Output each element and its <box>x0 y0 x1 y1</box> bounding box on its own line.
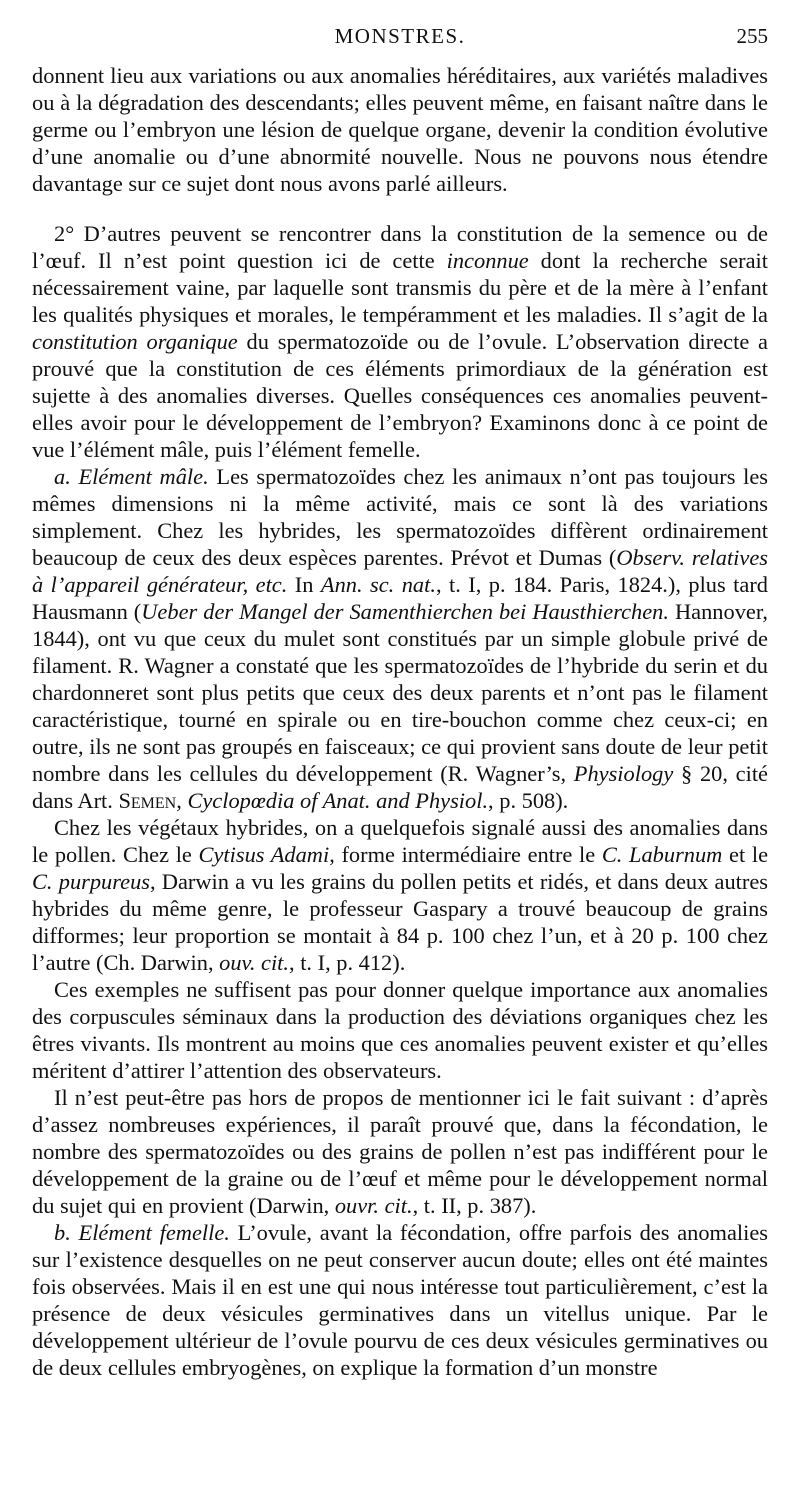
text-run: donnent lieu aux variations ou aux anomalies héréditaires, aux variétés maladives ou à la dégradation des descendants; elles peuvent même, en faisant naître dans le germe ou l’embryon une lésion de quelque organe, devenir la condition évolutive d’une anomalie ou d’une abnormité nouvelle. Nous ne pouvons nous étendre davantage sur ce sujet dont nous avons parlé ailleurs. <box>32 63 768 196</box>
text-run: In <box>287 572 321 597</box>
paragraph-fecondation <box>32 1084 768 1219</box>
text-run: Hannover, 1844), ont vu que ceux du mulet sont constitués par un simple globule privé de filament. R. Wagner a constaté que les spermatozoïdes de l’hybride du serin et du chardonneret sont plus petits que ceux des deux parents et n’ont pas le filament caractéristique, tourné en spirale ou en tire-bouchon comme chez ceux-ci; en outre, ils ne sont pas groupés en faisceaux; ce qui provient sans doute de leur petit nombre dans les cellules du développement (R. Wagner’s, <box>32 599 768 786</box>
paragraph-exemples <box>32 976 768 1084</box>
italic-text: Observ. relatives à l’appareil générateur, etc. <box>32 545 768 597</box>
paragraph-semence-oeuf <box>32 220 768 463</box>
page-number: 255 <box>736 24 768 48</box>
text-run: du spermatozoïde ou de l’ovule. L’observation directe a prouvé que la constitution de ces éléments primordiaux de la génération est sujette à des anomalies diverses. Quelles conséquences ces anomalies peuvent-elles avoir pour le développement de l’embryon? Examinons donc à ce point de vue l’élément mâle, puis l’élément femelle. <box>32 329 768 462</box>
italic-text: C. purpureus <box>32 869 150 894</box>
text-run: Les spermatozoïdes chez les animaux n’ont pas toujours les mêmes dimensions ni la même activité, mais ce sont là des variations simplement. Chez les hybrides, les spermatozoïdes diffèrent ordinairement beaucoup de ceux des deux espèces parentes. Prévot et Dumas ( <box>32 464 768 570</box>
text-run: , t. I, p. 412). <box>289 950 406 975</box>
text-run: 2° D’autres peuvent se rencontrer dans la constitution de la semence ou de l’œuf. Il n’est point question ici de cette <box>32 221 768 273</box>
text-run: , t. I, p. 184. Paris, 1824.), plus tard Hausmann ( <box>32 572 768 624</box>
italic-text: a. Elément mâle. <box>54 464 209 489</box>
text-run: dont la recherche serait nécessairement vaine, par laquelle sont transmis du père et de la mère à l’enfant les qualités physiques et morales, le tempéramment et les maladies. Il s’agit de la <box>32 248 768 327</box>
italic-text: ouv. cit. <box>219 950 289 975</box>
text-run: , <box>176 788 188 813</box>
text-run: , Darwin a vu les grains du pollen petits et ridés, et dans deux autres hybrides du même genre, le professeur Gaspary a trouvé beaucoup de grains difformes; leur proportion se montait à 84 p. 100 chez l’un, et à 20 p. 100 chez l’autre (Ch. Darwin, <box>32 869 769 975</box>
italic-text: Ann. sc. nat. <box>320 572 436 597</box>
text-run: , p. 508). <box>488 788 569 813</box>
italic-text: Cyclopœdia of Anat. and Physiol. <box>187 788 489 813</box>
paragraph-element-male <box>32 463 768 814</box>
italic-text: b. Elément femelle. <box>54 1220 230 1245</box>
italic-text: constitution organique <box>32 329 238 354</box>
text-run: L’ovule, avant la fécondation, offre parfois des anomalies sur l’existence desquelles on ne peut conserver aucun doute; elles ont été maintes fois observées. Mais il en est une qui nous intéresse tout particulièrement, c’est la présence de deux vésicules germinatives dans un vitellus unique. Par le développement ultérieur de l’ovule pourvu de ces deux vésicules germinatives ou de deux cellules embryogènes, on explique la formation d’un monstre <box>32 1220 769 1380</box>
italic-text: Physiology <box>573 761 674 786</box>
text-run: , t. II, p. 387). <box>412 1193 537 1218</box>
italic-text: Cytisus Adami <box>198 842 330 867</box>
text-run: et le <box>722 842 769 867</box>
italic-text: C. Laburnum <box>601 842 723 867</box>
italic-text: ouvr. cit. <box>334 1193 413 1218</box>
text-run: Il n’est peut-être pas hors de propos de mentionner ici le fait suivant : d’après d’assez nombreuses expériences, il paraît prouvé que, dans la fécondation, le nombre des spermatozoïdes ou des grains de pollen n’est pas indifférent pour le développement de la graine ou de l’œuf et même pour le développement normal du sujet qui en provient (Darwin, <box>32 1085 768 1218</box>
running-title: MONSTRES. <box>334 24 466 48</box>
text-run: Ces exemples ne suffisent pas pour donner quelque importance aux anomalies des corpuscules séminaux dans la production des déviations organiques chez les êtres vivants. Ils montrent au moins que ces anomalies peuvent exister et qu’elles méritent d’attirer l’attention des observateurs. <box>32 977 768 1083</box>
body-text <box>32 62 768 1381</box>
text-run: , forme intermédiaire entre le <box>329 842 602 867</box>
small-caps-text: Semen <box>118 788 177 813</box>
paragraph-element-femelle <box>32 1219 768 1381</box>
italic-text: inconnue <box>446 248 529 273</box>
paragraph-vegetaux-hybrides <box>32 814 768 976</box>
text-run: § 20, cité dans Art. <box>32 761 768 813</box>
italic-text: Ueber der Mangel der Samenthierchen bei Hausthierchen. <box>141 599 669 624</box>
text-run: Chez les végétaux hybrides, on a quelquefois signalé aussi des anomalies dans le pollen. Chez le <box>32 815 768 867</box>
running-header <box>32 24 768 54</box>
paragraph-continuation <box>32 62 768 197</box>
